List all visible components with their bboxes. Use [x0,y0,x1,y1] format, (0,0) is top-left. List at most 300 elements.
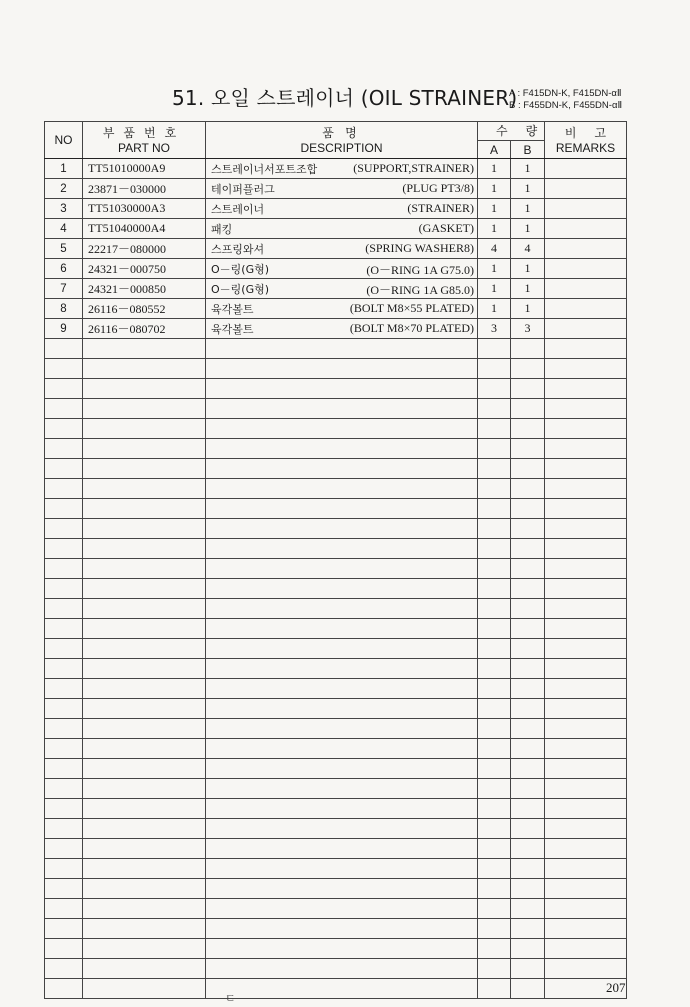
row-remarks [545,699,627,719]
row-remarks [545,959,627,979]
row-qty-a [478,599,511,619]
row-no [45,339,83,359]
row-description [206,479,478,499]
row-description [206,899,478,919]
row-description [206,679,478,699]
row-remarks [545,299,627,319]
row-part-no [83,639,206,659]
row-qty-b [511,339,545,359]
row-qty-a: 4 [478,239,511,259]
row-part-no [83,599,206,619]
table-row [45,319,627,339]
row-no [45,859,83,879]
row-description [206,579,478,599]
row-part-no [83,859,206,879]
row-no [45,439,83,459]
row-qty-b [511,659,545,679]
row-description [206,259,478,279]
row-remarks [545,339,627,359]
row-description-en: (O－RING 1A G75.0) [366,263,474,277]
row-qty-b [511,479,545,499]
row-part-no [83,779,206,799]
table-row [45,399,627,419]
row-no [45,919,83,939]
col-header-description-en: DESCRIPTION [300,140,383,155]
table-row [45,719,627,739]
row-qty-b [511,779,545,799]
table-row [45,219,627,239]
row-no [45,479,83,499]
row-remarks [545,779,627,799]
row-remarks [545,759,627,779]
col-header-quantity: 수량 [478,122,545,141]
row-part-no [83,699,206,719]
row-remarks [545,379,627,399]
row-qty-b [511,679,545,699]
row-description [206,439,478,459]
table-row [45,779,627,799]
table-row [45,199,627,219]
row-description-ko: O－링(G형) [211,262,270,276]
row-no [45,779,83,799]
col-header-no: NO [45,122,83,159]
row-qty-a [478,399,511,419]
row-qty-b [511,459,545,479]
row-description-ko: 스트레이너서포트조합 [211,162,318,176]
row-part-no [83,439,206,459]
row-remarks [545,819,627,839]
row-no [45,799,83,819]
row-part-no [83,819,206,839]
row-qty-b [511,919,545,939]
row-part-no [83,939,206,959]
row-description [206,759,478,779]
row-qty-b [511,979,545,999]
row-description [206,319,478,339]
row-description [206,619,478,639]
row-part-no [83,719,206,739]
row-part-no [83,919,206,939]
row-remarks [545,919,627,939]
table-row [45,659,627,679]
row-qty-a [478,619,511,639]
row-qty-b: 1 [511,299,545,319]
row-remarks [545,399,627,419]
row-part-no: 26116－080702 [83,319,206,339]
table-row [45,899,627,919]
table-row [45,959,627,979]
row-description-ko: 테이퍼플러그 [211,182,275,196]
row-description-en: (PLUG PT3/8) [402,181,474,195]
row-description [206,399,478,419]
table-row [45,359,627,379]
page-title: 51. 오일 스트레이너 (OIL STRAINER) [172,86,518,110]
row-qty-b [511,899,545,919]
row-qty-b [511,959,545,979]
row-remarks [545,579,627,599]
row-qty-a [478,419,511,439]
row-qty-b: 1 [511,179,545,199]
row-qty-b [511,819,545,839]
row-remarks [545,479,627,499]
row-qty-b: 1 [511,279,545,299]
row-remarks [545,499,627,519]
row-part-no: 24321－000750 [83,259,206,279]
row-no: 9 [45,319,83,339]
col-header-part-no [83,122,206,159]
row-qty-a [478,959,511,979]
row-remarks [545,519,627,539]
row-qty-a [478,559,511,579]
table-row [45,239,627,259]
row-no [45,559,83,579]
row-description-ko: O－링(G형) [211,282,270,296]
row-remarks [545,459,627,479]
table-row [45,919,627,939]
row-description [206,959,478,979]
row-no [45,419,83,439]
row-qty-a: 3 [478,319,511,339]
row-description-en: (GASKET) [418,221,474,235]
row-part-no [83,539,206,559]
row-description [206,659,478,679]
row-qty-a: 1 [478,159,511,179]
row-description [206,599,478,619]
row-qty-b [511,439,545,459]
table-row [45,259,627,279]
row-qty-b [511,619,545,639]
row-qty-a [478,459,511,479]
row-no: 4 [45,219,83,239]
table-row [45,519,627,539]
row-description [206,499,478,519]
row-description [206,559,478,579]
row-description-en: (STRAINER) [407,201,474,215]
col-header-part-no-en: PART NO [117,140,170,155]
table-row [45,679,627,699]
row-qty-b [511,599,545,619]
row-remarks [545,219,627,239]
row-qty-b [511,719,545,739]
row-no [45,399,83,419]
table-row [45,479,627,499]
row-part-no [83,979,206,999]
row-remarks [545,319,627,339]
row-no [45,619,83,639]
row-qty-b: 1 [511,219,545,239]
row-no [45,359,83,379]
row-description-ko: 패킹 [211,222,233,236]
row-qty-b [511,759,545,779]
row-remarks [545,619,627,639]
row-qty-b: 1 [511,159,545,179]
row-remarks [545,659,627,679]
row-remarks [545,799,627,819]
row-remarks [545,239,627,259]
row-qty-b [511,699,545,719]
row-description [206,879,478,899]
row-no [45,639,83,659]
table-row [45,819,627,839]
row-no [45,959,83,979]
table-row [45,979,627,999]
row-description [206,699,478,719]
row-qty-a [478,819,511,839]
row-part-no [83,379,206,399]
row-description [206,199,478,219]
row-qty-b [511,739,545,759]
model-b-label: B : F455DN-K, F455DN-αⅡ [509,100,623,111]
row-qty-a: 1 [478,199,511,219]
page-number: 207 [606,980,626,995]
row-qty-b: 4 [511,239,545,259]
table-row [45,459,627,479]
row-qty-a: 1 [478,299,511,319]
model-a-label: A : F415DN-K, F415DN-αⅡ [509,88,622,99]
row-part-no [83,759,206,779]
row-qty-b [511,519,545,539]
row-qty-a [478,519,511,539]
table-row [45,599,627,619]
row-no: 2 [45,179,83,199]
row-remarks [545,559,627,579]
row-no: 3 [45,199,83,219]
row-part-no [83,799,206,819]
table-row [45,299,627,319]
row-description-ko: 육각볼트 [211,302,254,316]
row-part-no [83,959,206,979]
row-qty-b [511,539,545,559]
row-no [45,899,83,919]
col-header-part-no-ko: 부품번호 [102,125,186,140]
row-part-no: 24321－000850 [83,279,206,299]
parts-table [44,121,627,999]
row-qty-b [511,939,545,959]
row-description [206,639,478,659]
row-part-no [83,619,206,639]
row-description [206,939,478,959]
row-no [45,879,83,899]
row-qty-a [478,839,511,859]
row-remarks [545,279,627,299]
row-part-no: 26116－080552 [83,299,206,319]
row-no [45,499,83,519]
row-remarks [545,639,627,659]
row-part-no [83,559,206,579]
row-qty-b [511,499,545,519]
row-description-en: (SPRING WASHER8) [365,241,474,255]
row-part-no [83,519,206,539]
row-remarks [545,439,627,459]
row-qty-a [478,639,511,659]
row-qty-b [511,579,545,599]
model-legend [509,88,622,112]
row-qty-b: 1 [511,259,545,279]
row-qty-a [478,339,511,359]
row-description [206,739,478,759]
row-part-no [83,739,206,759]
row-description-ko: 스트레이너 [211,202,265,216]
table-row [45,159,627,179]
row-remarks [545,179,627,199]
row-no: 5 [45,239,83,259]
row-qty-b [511,419,545,439]
row-qty-a [478,759,511,779]
row-no: 1 [45,159,83,179]
row-no [45,759,83,779]
row-remarks [545,899,627,919]
table-row [45,939,627,959]
parts-table-body [45,159,627,999]
row-remarks [545,539,627,559]
row-description [206,919,478,939]
row-description [206,419,478,439]
row-qty-b [511,799,545,819]
row-qty-b [511,879,545,899]
col-header-remarks [545,122,627,159]
table-row [45,279,627,299]
row-no [45,579,83,599]
table-row [45,619,627,639]
row-description [206,539,478,559]
row-no [45,739,83,759]
row-description [206,179,478,199]
row-no [45,679,83,699]
col-header-description-ko: 품 명 [322,125,361,140]
table-row [45,419,627,439]
row-part-no: 23871－030000 [83,179,206,199]
row-remarks [545,839,627,859]
row-no [45,719,83,739]
row-no [45,839,83,859]
row-qty-a [478,699,511,719]
row-qty-a [478,779,511,799]
row-qty-b [511,839,545,859]
row-qty-a: 1 [478,219,511,239]
row-qty-a [478,899,511,919]
row-qty-a [478,359,511,379]
table-row [45,699,627,719]
row-description-en: (O－RING 1A G85.0) [366,283,474,297]
row-no [45,539,83,559]
row-description [206,359,478,379]
row-qty-a [478,439,511,459]
row-no: 7 [45,279,83,299]
row-description-en: (BOLT M8×70 PLATED) [349,321,474,335]
table-row [45,759,627,779]
table-row [45,879,627,899]
row-qty-b [511,359,545,379]
row-qty-b: 1 [511,199,545,219]
margin-mark: ㄷ [225,992,236,1005]
row-remarks [545,259,627,279]
table-row [45,439,627,459]
row-remarks [545,419,627,439]
row-remarks [545,599,627,619]
table-row [45,559,627,579]
row-part-no [83,399,206,419]
row-part-no [83,499,206,519]
row-qty-b: 3 [511,319,545,339]
row-qty-a [478,579,511,599]
row-remarks [545,359,627,379]
row-description-en: (SUPPORT,STRAINER) [353,161,474,175]
row-qty-b [511,399,545,419]
row-description [206,159,478,179]
table-row [45,179,627,199]
row-remarks [545,199,627,219]
row-qty-b [511,859,545,879]
row-description [206,819,478,839]
row-description [206,719,478,739]
row-qty-a [478,879,511,899]
row-no [45,459,83,479]
row-description-ko: 스프링와셔 [211,242,265,256]
row-part-no [83,839,206,859]
row-part-no [83,459,206,479]
row-remarks [545,719,627,739]
row-part-no: 22217－080000 [83,239,206,259]
row-description [206,979,478,999]
row-description [206,379,478,399]
row-remarks [545,159,627,179]
row-description [206,279,478,299]
table-row [45,799,627,819]
col-header-remarks-ko: 비고 [564,125,625,140]
table-row [45,579,627,599]
row-part-no [83,419,206,439]
row-qty-a [478,539,511,559]
row-description-ko: 육각볼트 [211,322,254,336]
table-row [45,339,627,359]
row-description [206,799,478,819]
row-qty-a [478,479,511,499]
col-header-description [206,122,478,159]
row-no [45,699,83,719]
row-description [206,459,478,479]
table-row [45,499,627,519]
row-qty-a [478,859,511,879]
row-description [206,519,478,539]
row-description [206,219,478,239]
row-qty-a: 1 [478,259,511,279]
row-part-no: TT51030000A3 [83,199,206,219]
row-qty-b [511,559,545,579]
row-qty-a [478,739,511,759]
row-description [206,239,478,259]
row-no: 8 [45,299,83,319]
row-part-no: TT51010000A9 [83,159,206,179]
row-description [206,839,478,859]
row-remarks [545,939,627,959]
row-remarks [545,859,627,879]
row-qty-a [478,979,511,999]
table-row [45,859,627,879]
table-row [45,379,627,399]
row-remarks [545,739,627,759]
row-description-en: (BOLT M8×55 PLATED) [349,301,474,315]
row-no [45,659,83,679]
row-part-no [83,579,206,599]
table-row [45,839,627,859]
row-part-no [83,339,206,359]
col-header-remarks-en: REMARKS [555,140,616,155]
col-header-qty-b: B [511,141,545,159]
row-qty-a [478,659,511,679]
row-description [206,299,478,319]
row-qty-a: 1 [478,279,511,299]
row-part-no [83,659,206,679]
